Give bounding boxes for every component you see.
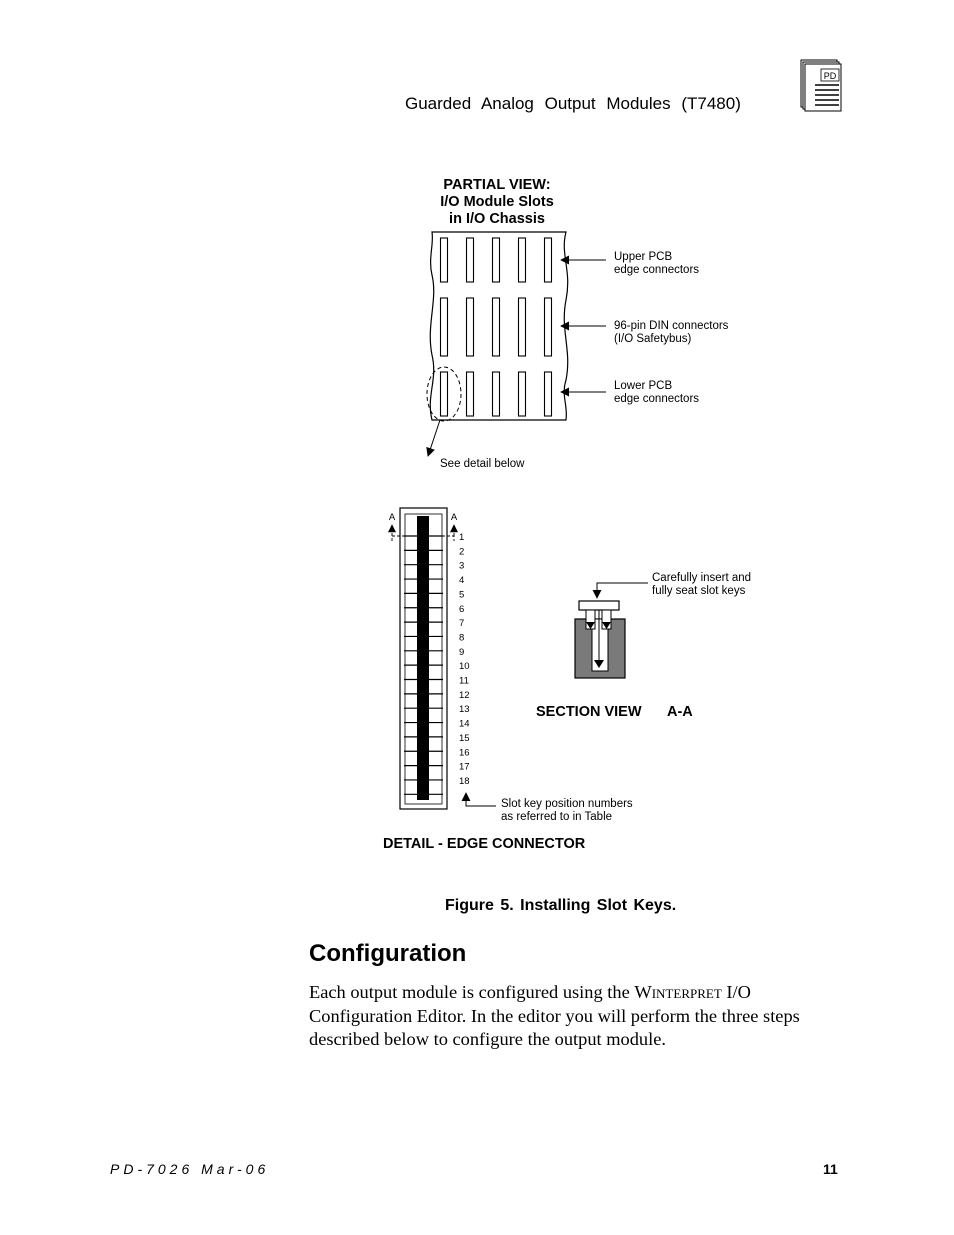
- edge-connector-spine: [417, 516, 429, 800]
- din-slot-2: [467, 298, 474, 356]
- slot-number-1: 1: [459, 532, 465, 543]
- slot-number-5: 5: [459, 589, 465, 601]
- section-view-drawing: [575, 601, 625, 678]
- section-view-suffix: A-A: [667, 704, 693, 720]
- din-slot-3: [493, 298, 500, 356]
- partial-view-title: [440, 177, 554, 227]
- upper-slot-2: [467, 238, 474, 282]
- section-view-title: SECTION VIEW: [536, 704, 642, 720]
- slot-number-16: 16: [459, 747, 470, 759]
- din-label-line1: 96-pin DIN connectors: [614, 320, 729, 332]
- din-label-line2: (I/O Safetybus): [614, 333, 692, 345]
- key-label-line1: Carefully insert and: [652, 572, 752, 584]
- din-slot-1: [441, 298, 448, 356]
- section-marker-right: A: [450, 512, 458, 523]
- product-name: Winterpret: [634, 982, 722, 1002]
- slot-number-9: 9: [459, 646, 465, 658]
- slot-number-6: 6: [459, 603, 465, 615]
- slot-position-numbers: [459, 532, 470, 787]
- page-header-title: Guarded Analog Output Modules (T7480): [405, 94, 741, 113]
- upper-slot-4: [519, 238, 526, 282]
- slot-key-arrow: [466, 793, 496, 806]
- section-marker-left: A: [388, 512, 396, 523]
- svg-text:I/O Module Slots: I/O Module Slots: [440, 194, 554, 210]
- see-detail-label: See detail below: [440, 458, 525, 470]
- upper-slot-1: [441, 238, 448, 282]
- footer-page-number: 11: [823, 1161, 838, 1177]
- section-heading: Configuration: [309, 940, 467, 967]
- configuration-paragraph: [309, 981, 844, 1052]
- lower-pcb-label-line1: Lower PCB: [614, 380, 673, 392]
- key-insert-arrow: [597, 583, 648, 598]
- lower-slot-5: [545, 372, 552, 416]
- slot-number-4: 4: [459, 575, 465, 587]
- slot-key-label-line1: Slot key position numbers: [501, 798, 633, 810]
- slot-number-3: 3: [459, 560, 465, 572]
- lower-slot-2: [467, 372, 474, 416]
- din-slot-4: [519, 298, 526, 356]
- slot-number-15: 15: [459, 732, 470, 744]
- footer-document-id: PD-7026 Mar-06: [110, 1161, 270, 1177]
- slot-number-7: 7: [459, 618, 465, 630]
- slot-number-14: 14: [459, 718, 470, 730]
- svg-text:PARTIAL VIEW:: PARTIAL VIEW:: [443, 177, 551, 193]
- upper-pcb-label-line1: Upper PCB: [614, 251, 673, 263]
- upper-slot-5: [545, 238, 552, 282]
- lower-slot-1: [441, 372, 448, 416]
- paragraph-text-start: Each output module is configured using the: [309, 982, 635, 1002]
- lower-pcb-label-line2: edge connectors: [614, 393, 700, 405]
- key-label-line2: fully seat slot keys: [652, 585, 746, 597]
- slot-number-17: 17: [459, 761, 470, 773]
- slot-number-2: 2: [459, 546, 465, 558]
- slot-number-13: 13: [459, 704, 470, 716]
- figure-caption: Figure 5. Installing Slot Keys.: [445, 897, 677, 914]
- upper-slot-3: [493, 238, 500, 282]
- slot-number-12: 12: [459, 689, 470, 701]
- svg-text:in I/O Chassis: in I/O Chassis: [449, 211, 545, 227]
- pd-logo-text: PD: [823, 71, 837, 81]
- lower-slot-3: [493, 372, 500, 416]
- upper-pcb-label-line2: edge connectors: [614, 264, 700, 276]
- din-slot-5: [545, 298, 552, 356]
- slot-number-11: 11: [459, 675, 469, 687]
- see-detail-arrow: [428, 420, 440, 456]
- detail-title: DETAIL - EDGE CONNECTOR: [383, 836, 586, 852]
- paragraph-text-end: I/O Configuration Editor. In the editor you will perform the three steps described below to configure the output module.: [309, 982, 800, 1049]
- slot-number-18: 18: [459, 775, 470, 787]
- lower-slot-4: [519, 372, 526, 416]
- slot-key-label-line2: as referred to in Table: [501, 811, 613, 823]
- slot-number-10: 10: [459, 661, 470, 673]
- slot-number-8: 8: [459, 632, 465, 644]
